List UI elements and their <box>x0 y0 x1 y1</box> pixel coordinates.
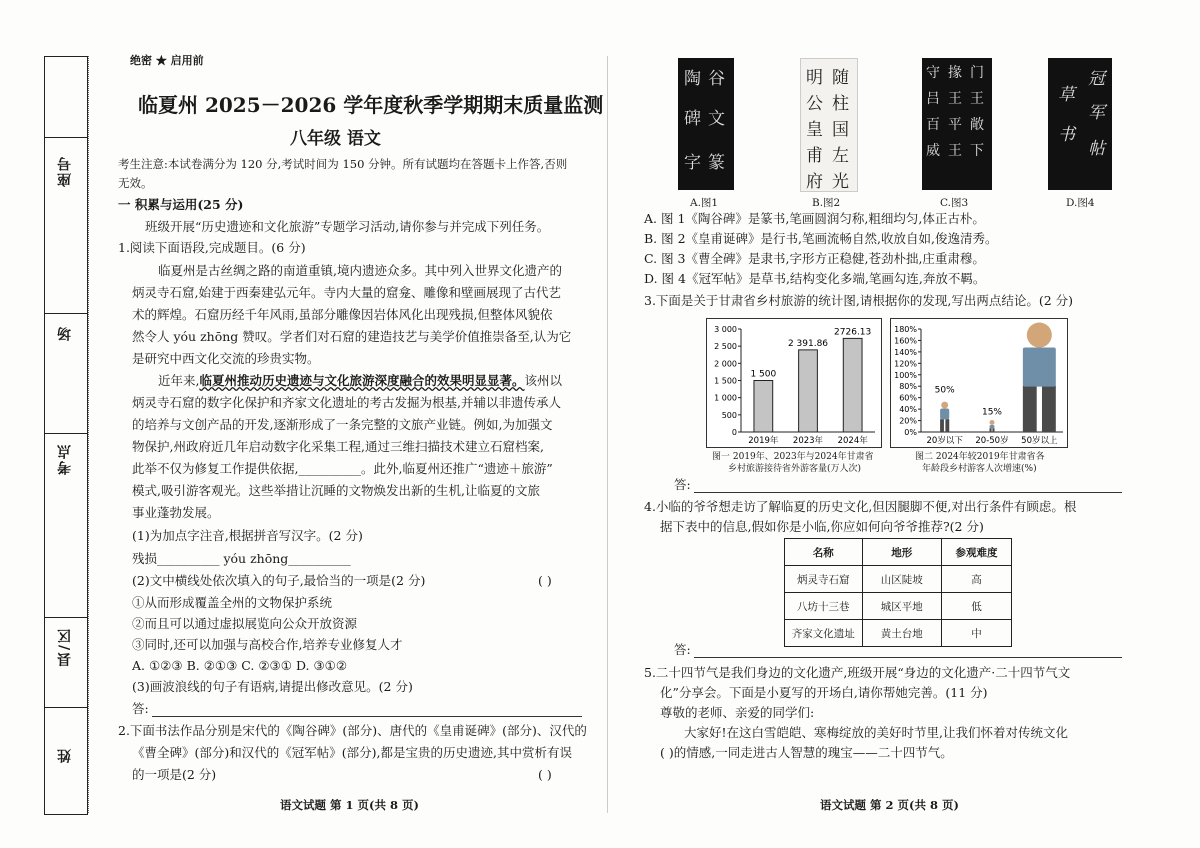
table-row <box>785 566 1012 593</box>
person-leg <box>1042 386 1056 432</box>
glyph: 王 <box>948 143 962 159</box>
passage-fragment: 近年来, <box>158 373 200 388</box>
chart-1-svg <box>707 319 881 447</box>
x-tick-label: 20-50岁 <box>975 436 1009 446</box>
option-b: B. 图 2《皇甫诞碑》是行书,笔画流畅自然,收放自如,俊逸清秀。 <box>644 231 998 246</box>
passage-line: 炳灵寺石窟,始建于西秦建弘元年。寺内大量的窟龛、雕像和壁画展现了古代艺 <box>132 285 561 300</box>
glyph: 府 <box>806 172 823 192</box>
calligraphy-figure-3 <box>922 58 992 190</box>
x-tick-label: 2023年 <box>792 436 824 446</box>
option-1: ①从而形成覆盖全州的文物保护系统 <box>132 595 333 610</box>
binding-dotted-line <box>88 56 89 813</box>
person-head <box>941 402 948 409</box>
y-tick-label: 20% <box>899 416 917 426</box>
x-tick-label: 2019年 <box>748 436 779 446</box>
y-tick-label: 1 000 <box>714 393 737 403</box>
person-head <box>1027 322 1052 347</box>
wavy-sentence: 临夏州推动历史遗迹与文化旅游深度融合的效果明显显著。 <box>199 373 525 388</box>
glyph: 平 <box>948 117 962 133</box>
binding-sidebar <box>44 56 88 815</box>
passage-line: 是研究中西文化交流的珍贵实物。 <box>132 351 320 366</box>
y-tick-label: 80% <box>899 382 917 392</box>
question-2-cont: 《曹全碑》(部分)和汉代的《冠军帖》(部分),都是宝贵的历史遗迹,其中赏析有误 <box>132 745 572 760</box>
table-header-row <box>785 539 1012 566</box>
data-label: 2 391.86 <box>787 338 829 349</box>
answer-line[interactable] <box>694 657 1122 658</box>
figure-label: D.图4 <box>1066 197 1095 209</box>
calligraphy-figure-4 <box>1048 58 1112 190</box>
sidebar-label-site: 考点 <box>57 443 73 475</box>
fill-blanks[interactable]: 残损__________ yóu zhōng__________ <box>132 551 351 566</box>
table-cell: 齐家文化遗址 <box>785 620 863 647</box>
calligraphy-figure-2 <box>800 58 858 192</box>
table-cell: 黄土台地 <box>862 620 941 647</box>
answer-paren[interactable]: ( ) <box>538 573 552 588</box>
chart-2-svg <box>891 319 1067 447</box>
page-footer: 语文试题 第 2 页(共 8 页) <box>820 798 959 812</box>
bar <box>799 350 818 432</box>
sidebar-label-county: 县/区 <box>57 627 73 667</box>
option-3: ③同时,还可以加强与高校合作,培养专业修复人才 <box>132 637 403 652</box>
glyph: 军 <box>1088 103 1105 123</box>
y-tick-label: 120% <box>894 359 917 369</box>
center-fold <box>607 56 608 813</box>
table-cell: 山区陡坡 <box>862 566 941 593</box>
data-label: 15% <box>981 407 1003 418</box>
glyph: 草 <box>1058 85 1075 105</box>
subquestion-3: (3)画波浪线的句子有语病,请提出修改意见。(2 分) <box>132 679 413 694</box>
table-header: 地形 <box>862 539 941 566</box>
y-tick-label: 1 500 <box>714 376 737 386</box>
passage-line: 事业蓬勃发展。 <box>132 505 220 520</box>
figure-label: A.图1 <box>690 197 719 209</box>
intro-text: 班级开展“历史遗迹和文化旅游”专题学习活动,请你参与并完成下列任务。 <box>145 219 550 234</box>
answer-label: 答: <box>132 701 149 716</box>
question-4-cont: 据下表中的信息,假如你是小临,你应如何向爷爷推荐?(2 分) <box>660 519 984 534</box>
glyph: 光 <box>832 172 849 192</box>
subquestion-2: (2)文中横线处依次填入的句子,最恰当的一项是(2 分) <box>132 573 426 588</box>
calligraphy-figure-1 <box>678 58 734 190</box>
passage-line: 模式,吸引游客观光。这些举措让沉睡的文物焕发出新的生机,让临夏的文旅 <box>132 483 540 498</box>
glyph: 皇 <box>806 120 823 140</box>
passage-line: 临夏州是古丝绸之路的南道重镇,境内遗迹众多。其中列入世界文化遗产的 <box>158 263 562 278</box>
glyph: 王 <box>948 91 962 107</box>
y-tick-label: 0 <box>731 428 737 437</box>
person-leg <box>992 428 994 432</box>
person-leg <box>1023 386 1037 432</box>
option-d: D. 图 4《冠军帖》是草书,结构变化多端,笔画勾连,奔放不羁。 <box>644 271 986 286</box>
sidebar-label-room: 场 <box>57 325 73 341</box>
answer-label: 答: <box>674 642 691 657</box>
question-5: 5.二十四节气是我们身边的文化遗产,班级开展“身边的文化遗产·二十四节气文 <box>644 665 1071 680</box>
sidebar-divider <box>45 617 87 618</box>
passage-line <box>158 372 562 390</box>
y-tick-label: 0% <box>904 428 917 437</box>
glyph: 冠 <box>1088 69 1105 89</box>
person-body <box>940 409 949 420</box>
passage-line: 的培养与文创产品的开发,逐渐形成了一条完整的文旅产业链。例如,为加强文 <box>132 417 553 432</box>
passage-fragment: 该州以 <box>524 373 563 388</box>
figure-label: C.图3 <box>940 197 969 209</box>
glyph: 国 <box>832 120 849 140</box>
answer-label: 答: <box>674 477 691 492</box>
glyph: 敞 <box>970 117 984 133</box>
sidebar-divider <box>45 707 87 708</box>
glyph: 左 <box>832 146 849 166</box>
table-row <box>785 620 1012 647</box>
x-tick-label: 20岁以下 <box>926 436 963 446</box>
glyph: 文 <box>708 109 725 129</box>
sidebar-divider <box>45 313 87 314</box>
table-cell: 城区平地 <box>862 593 941 620</box>
passage-line: 炳灵寺石窟的数字化保护和齐家文化遗址的考古发掘为根基,并辅以非遗传承人 <box>132 395 561 410</box>
person-leg <box>945 419 949 432</box>
y-tick-label: 2 500 <box>714 342 737 352</box>
section-heading: 一 积累与运用(25 分) <box>118 197 244 212</box>
question-2-cont: 的一项是(2 分) <box>132 767 217 782</box>
y-tick-label: 100% <box>894 370 917 380</box>
glyph: 谷 <box>708 69 725 89</box>
y-tick-label: 180% <box>894 325 917 334</box>
bar <box>754 381 773 433</box>
table-cell: 炳灵寺石窟 <box>785 566 863 593</box>
y-tick-label: 60% <box>899 393 917 403</box>
y-tick-label: 140% <box>894 347 917 357</box>
glyph: 王 <box>970 91 984 107</box>
chart-2-caption: 图二 2024年较2019年甘肃省各 <box>915 452 1045 462</box>
confidential-mark: 绝密 ★ 启用前 <box>130 54 204 67</box>
glyph: 篆 <box>708 153 725 173</box>
table-header: 名称 <box>785 539 863 566</box>
answer-line[interactable] <box>152 716 582 717</box>
glyph: 甫 <box>806 146 823 166</box>
chart-2-caption: 年龄段乡村游客人次增速(%) <box>922 464 1037 474</box>
answer-paren[interactable]: ( ) <box>538 767 552 782</box>
glyph: 守 <box>926 65 940 81</box>
glyph: 掾 <box>948 65 962 81</box>
question-5-cont: 化”分享会。下面是小夏写的开场白,请你帮她完善。(11 分) <box>660 685 988 700</box>
question-1: 1.阅读下面语段,完成题目。(6 分) <box>118 240 306 255</box>
person-leg <box>940 419 944 432</box>
glyph: 书 <box>1058 125 1075 145</box>
glyph: 字 <box>684 153 701 173</box>
chart-1-caption: 图一 2019年、2023年与2024年甘肃省 <box>712 452 874 462</box>
chart-1 <box>706 318 882 448</box>
passage-line: 术的辉煌。石窟历经千年风雨,虽部分雕像因岩体风化出现残损,但整体风貌依 <box>132 307 553 322</box>
notice-line: 考生注意:本试卷满分为 120 分,考试时间为 150 分钟。所有试题均在答题卡上作答,否则 <box>118 157 568 171</box>
question-2: 2.下面书法作品分别是宋代的《陶谷碑》(部分)、唐代的《皇甫诞碑》(部分)、汉代的 <box>118 723 587 738</box>
sidebar-label-seat: 座号 <box>57 155 73 187</box>
y-tick-label: 3 000 <box>714 325 737 334</box>
person-head <box>990 420 995 425</box>
passage-line: 此举不仅为修复工作提供依据,__________。此外,临夏州还推广“遗迹＋旅游” <box>132 461 553 476</box>
sidebar-label-name: 姓 <box>57 747 73 763</box>
answer-line[interactable] <box>694 492 1122 493</box>
figure-label: B.图2 <box>812 197 841 209</box>
glyph: 下 <box>970 143 984 159</box>
glyph: 碑 <box>684 109 701 129</box>
y-tick-label: 2 000 <box>714 359 737 369</box>
table-cell: 中 <box>942 620 1012 647</box>
sidebar-divider <box>45 433 87 434</box>
y-tick-label: 500 <box>721 410 737 420</box>
chart-2 <box>890 318 1068 448</box>
glyph: 威 <box>926 143 940 159</box>
y-tick-label: 160% <box>894 336 917 346</box>
glyph: 百 <box>926 117 940 133</box>
table-cell: 低 <box>942 593 1012 620</box>
person-leg <box>990 428 992 432</box>
x-tick-label: 2024年 <box>837 436 868 446</box>
table-cell: 八坊十三巷 <box>785 593 863 620</box>
subquestion-1: (1)为加点字注音,根据拼音写汉字。(2 分) <box>132 528 363 543</box>
speech-greeting: 尊敬的老师、亲爱的同学们: <box>660 705 815 720</box>
sidebar-divider <box>45 137 87 138</box>
table-cell: 高 <box>942 566 1012 593</box>
glyph: 公 <box>806 94 823 114</box>
question-3: 3.下面是关于甘肃省乡村旅游的统计图,请根据你的发现,写出两点结论。(2 分) <box>644 293 1074 308</box>
person-body <box>990 425 995 428</box>
glyph: 明 <box>806 68 823 88</box>
data-label: 2726.13 <box>834 327 872 338</box>
data-label: 1 500 <box>750 369 777 380</box>
option-2: ②而且可以通过虚拟展览向公众开放资源 <box>132 616 358 631</box>
glyph: 柱 <box>832 94 849 114</box>
y-tick-label: 40% <box>899 405 917 415</box>
chart-1-caption: 乡村旅游接待省外游客量(万人次) <box>728 464 862 474</box>
page-title: 临夏州 2025－2026 学年度秋季学期期末质量监测 <box>138 93 604 117</box>
page-footer: 语文试题 第 1 页(共 8 页) <box>280 798 419 812</box>
glyph: 随 <box>832 68 849 88</box>
choices: A. ①②③ B. ②①③ C. ②③① D. ③①② <box>132 658 348 673</box>
glyph: 帖 <box>1088 139 1105 159</box>
x-tick-label: 50岁以上 <box>1021 436 1058 446</box>
option-a: A. 图 1《陶谷碑》是篆书,笔画圆润匀称,粗细均匀,体正古朴。 <box>644 211 985 226</box>
passage-line: 物保护,州政府近几年启动数字化采集工程,通过三维扫描技术建立石窟档案, <box>132 439 544 454</box>
speech-line: 大家好!在这白雪皑皑、寒梅绽放的美好时节里,让我们怀着对传统文化 <box>684 725 1068 740</box>
person-body <box>1023 348 1056 387</box>
speech-line[interactable]: ( )的情感,一同走进古人智慧的瑰宝——二十四节气。 <box>660 745 953 760</box>
question-4: 4.小临的爷爷想走访了解临夏的历史文化,但因腿脚不便,对出行条件有顾虑。根 <box>644 499 1077 514</box>
bar <box>843 338 862 432</box>
glyph: 陶 <box>684 69 701 89</box>
table-row <box>785 593 1012 620</box>
table-header: 参观难度 <box>942 539 1012 566</box>
notice-line: 无效。 <box>118 176 153 190</box>
glyph: 吕 <box>926 91 940 107</box>
glyph: 门 <box>970 65 984 81</box>
page-subtitle: 八年级 语文 <box>290 129 381 149</box>
passage-line: 然令人 yóu zhōng 赞叹。学者们对石窟的建造技艺与美学价值推崇备至,认为它 <box>132 329 572 344</box>
data-label: 50% <box>934 385 955 396</box>
option-c: C. 图 3《曹全碑》是隶书,字形方正稳健,苍劲朴拙,庄重肃穆。 <box>644 251 985 266</box>
info-table <box>784 538 1012 647</box>
